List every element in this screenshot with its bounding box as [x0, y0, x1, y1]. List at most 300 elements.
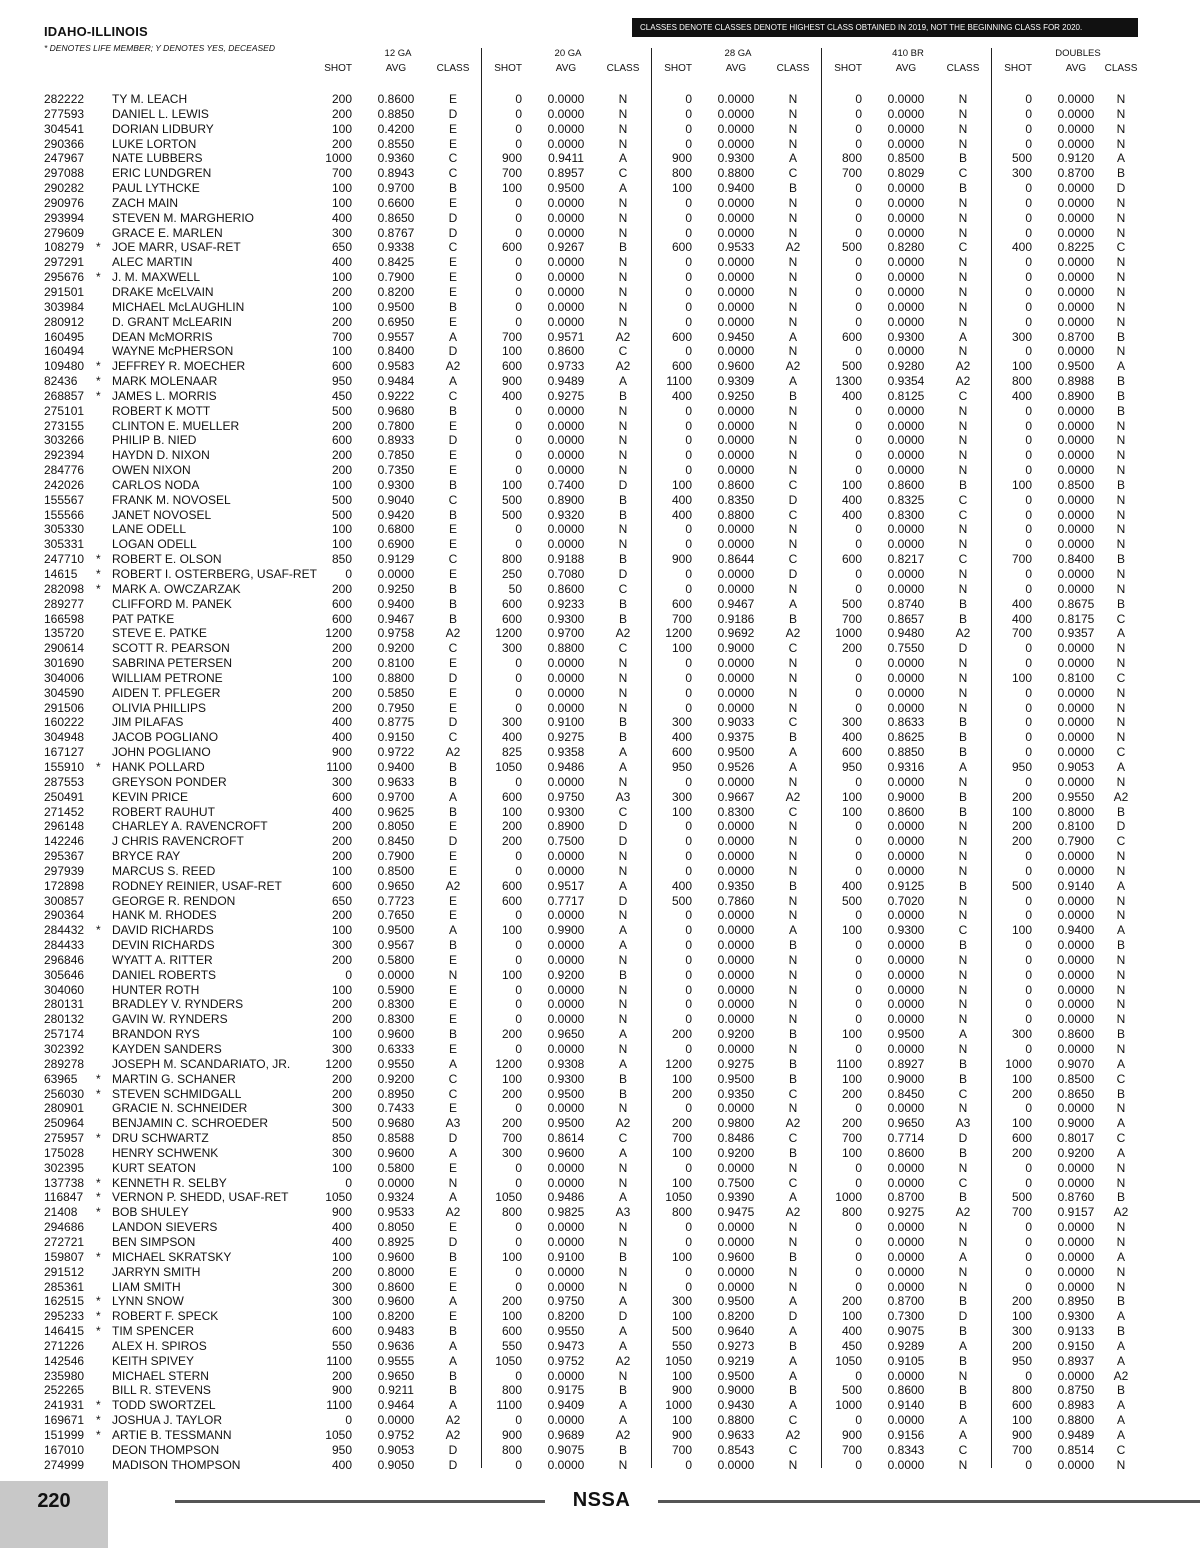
class-28ga: D: [788, 567, 798, 581]
class-20ga: A: [618, 1027, 627, 1042]
avg-doubles: 0.0000: [1057, 463, 1095, 478]
shot-28ga: 1050: [665, 1353, 692, 1368]
shot-410br: 0: [855, 700, 862, 715]
class-doubles: N: [1116, 314, 1126, 329]
shot-410br: 0: [855, 1160, 862, 1175]
avg-doubles: 0.0000: [1057, 1279, 1095, 1294]
shot-12ga: 200: [331, 1012, 352, 1027]
class-12ga: D: [448, 106, 458, 121]
shot-12ga: 200: [331, 834, 352, 849]
shot-28ga: 400: [671, 507, 692, 522]
avg-20ga: 0.0000: [547, 908, 585, 923]
shot-410br: 100: [841, 1071, 862, 1086]
avg-410br: 0.8217: [887, 552, 925, 567]
shot-doubles: 0: [1025, 1160, 1032, 1175]
shot-410br: 1300: [835, 374, 862, 389]
class-20ga: N: [618, 522, 628, 537]
avg-20ga: 0.0000: [547, 685, 585, 700]
class-12ga: B: [448, 1368, 457, 1383]
class-28ga: N: [788, 448, 798, 463]
shot-20ga: 0: [515, 195, 522, 210]
avg-12ga: 0.5850: [377, 685, 415, 700]
class-20ga: N: [618, 1220, 628, 1235]
class-410br: N: [958, 997, 968, 1012]
shot-doubles: 0: [1025, 908, 1032, 923]
table-row: [44, 1354, 1140, 1369]
shot-20ga: 0: [515, 1042, 522, 1056]
table-row: [44, 1190, 1140, 1205]
class-410br: B: [958, 1383, 967, 1398]
member-name: ROBERT I. OSTERBERG, USAF-RET: [112, 567, 317, 581]
avg-20ga: 0.9550: [547, 1324, 585, 1339]
shot-410br: 0: [855, 863, 862, 878]
member-id: 137738: [44, 1175, 85, 1190]
shot-28ga: 0: [685, 567, 692, 581]
member-name: ERIC LUNDGREN: [112, 166, 212, 181]
avg-410br: 0.0000: [887, 1175, 925, 1190]
avg-28ga: 0.9600: [717, 359, 755, 374]
shot-28ga: 0: [685, 418, 692, 433]
avg-doubles: 0.0000: [1057, 270, 1095, 285]
shot-20ga: 0: [515, 685, 522, 700]
shot-12ga: 200: [331, 418, 352, 433]
shot-410br: 700: [841, 1442, 862, 1457]
avg-410br: 0.0000: [887, 982, 925, 997]
avg-410br: 0.8625: [887, 730, 925, 745]
avg-12ga: 0.9758: [377, 626, 415, 641]
avg-28ga: 0.0000: [717, 908, 755, 923]
shot-doubles: 100: [1011, 1116, 1032, 1131]
shot-20ga: 250: [501, 567, 522, 581]
avg-12ga: 0.7900: [377, 270, 415, 285]
class-doubles: B: [1116, 329, 1125, 344]
avg-410br: 0.8300: [887, 507, 925, 522]
shot-28ga: 0: [685, 938, 692, 953]
class-410br: N: [958, 106, 968, 121]
class-410br: A: [958, 1427, 967, 1442]
member-name: JANET NOVOSEL: [112, 507, 212, 522]
class-28ga: A2: [785, 626, 801, 641]
class-20ga: C: [618, 581, 628, 596]
member-id: 285361: [44, 1279, 85, 1294]
class-12ga: A2: [445, 626, 461, 641]
shot-410br: 100: [841, 789, 862, 804]
shot-12ga: 500: [331, 403, 352, 418]
group-header-doubles: DOUBLES: [1055, 48, 1101, 59]
class-410br: N: [958, 448, 968, 463]
avg-doubles: 0.9500: [1057, 359, 1095, 374]
class-12ga: A2: [445, 1205, 461, 1220]
shot-12ga: 300: [331, 1294, 352, 1309]
shot-410br: 0: [855, 1279, 862, 1294]
avg-28ga: 0.9300: [717, 151, 755, 166]
shot-28ga: 200: [671, 1116, 692, 1131]
avg-410br: 0.0000: [887, 1264, 925, 1279]
class-12ga: B: [448, 1383, 457, 1398]
table-row: [44, 285, 1140, 300]
class-410br: D: [958, 641, 968, 656]
column-header-12ga-shot: SHOT: [324, 63, 352, 74]
member-id: 172898: [44, 878, 85, 893]
avg-28ga: 0.0000: [717, 522, 755, 537]
avg-410br: 0.7550: [887, 641, 925, 656]
avg-doubles: 0.0000: [1057, 730, 1095, 745]
shot-12ga: 600: [331, 433, 352, 448]
shot-20ga: 0: [515, 403, 522, 418]
column-header-28ga-avg: AVG: [725, 63, 747, 74]
member-name: GREYSON PONDER: [112, 774, 227, 789]
class-12ga: C: [448, 730, 458, 745]
class-20ga: A2: [615, 626, 631, 641]
member-id: 291512: [44, 1264, 85, 1279]
avg-28ga: 0.9350: [717, 1086, 755, 1101]
member-name: RODNEY REINIER, USAF-RET: [112, 878, 282, 893]
shot-20ga: 300: [501, 1145, 522, 1160]
table-row: [44, 240, 1140, 255]
avg-20ga: 0.0000: [547, 195, 585, 210]
class-28ga: N: [788, 1457, 798, 1472]
member-name: VERNON P. SHEDD, USAF-RET: [112, 1190, 289, 1205]
class-410br: A2: [955, 374, 971, 389]
avg-20ga: 0.0000: [547, 284, 585, 299]
member-id: 284432: [44, 923, 85, 938]
avg-28ga: 0.9275: [717, 1056, 755, 1071]
shot-12ga: 600: [331, 359, 352, 374]
shot-doubles: 0: [1025, 92, 1032, 106]
life-member-marker: *: [96, 1205, 101, 1220]
shot-doubles: 0: [1025, 982, 1032, 997]
shot-410br: 0: [855, 819, 862, 834]
life-member-marker: *: [96, 1086, 101, 1101]
shot-28ga: 600: [671, 240, 692, 255]
avg-doubles: 0.9150: [1057, 1338, 1095, 1353]
table-row: [44, 894, 1140, 909]
shot-doubles: 950: [1011, 759, 1032, 774]
shot-12ga: 600: [331, 789, 352, 804]
class-12ga: E: [448, 121, 457, 136]
class-410br: C: [958, 388, 968, 403]
avg-410br: 0.8500: [887, 151, 925, 166]
class-doubles: N: [1116, 1264, 1126, 1279]
shot-doubles: 800: [1011, 374, 1032, 389]
class-12ga: E: [448, 849, 457, 864]
class-410br: N: [958, 834, 968, 849]
avg-12ga: 0.7433: [377, 1101, 415, 1116]
avg-doubles: 0.8500: [1057, 477, 1095, 492]
avg-doubles: 0.0000: [1057, 403, 1095, 418]
avg-12ga: 0.6900: [377, 537, 415, 552]
class-20ga: C: [618, 1131, 628, 1146]
shot-20ga: 0: [515, 136, 522, 151]
class-12ga: A: [448, 1145, 457, 1160]
avg-12ga: 0.9550: [377, 1056, 415, 1071]
avg-410br: 0.9275: [887, 1205, 925, 1220]
class-20ga: N: [618, 195, 628, 210]
member-name: JOE MARR, USAF-RET: [112, 240, 241, 255]
shot-12ga: 850: [331, 1131, 352, 1146]
table-row: [44, 92, 1140, 107]
member-id: 175028: [44, 1145, 85, 1160]
class-doubles: N: [1116, 92, 1126, 106]
avg-410br: 0.9300: [887, 329, 925, 344]
avg-doubles: 0.0000: [1057, 136, 1095, 151]
member-id: 296148: [44, 819, 85, 834]
class-20ga: A3: [615, 1205, 631, 1220]
avg-doubles: 0.8100: [1057, 670, 1095, 685]
table-row: [44, 671, 1140, 686]
shot-28ga: 0: [685, 670, 692, 685]
shot-28ga: 0: [685, 700, 692, 715]
class-12ga: A: [448, 374, 457, 389]
avg-doubles: 0.8600: [1057, 1027, 1095, 1042]
class-410br: B: [958, 596, 967, 611]
class-doubles: B: [1116, 1086, 1125, 1101]
class-20ga: B: [618, 611, 627, 626]
class-12ga: D: [448, 834, 458, 849]
class-28ga: A2: [785, 1116, 801, 1131]
class-20ga: N: [618, 1279, 628, 1294]
avg-12ga: 0.8425: [377, 255, 415, 270]
avg-doubles: 0.9140: [1057, 878, 1095, 893]
shot-12ga: 0: [345, 567, 352, 581]
member-id: 304948: [44, 730, 85, 745]
shot-12ga: 650: [331, 893, 352, 908]
table-row: [44, 359, 1140, 374]
table-row: [44, 1012, 1140, 1027]
class-20ga: C: [618, 166, 628, 181]
class-20ga: A2: [615, 1116, 631, 1131]
table-row: [44, 730, 1140, 745]
member-name: BEN SIMPSON: [112, 1234, 196, 1249]
shot-20ga: 1050: [495, 1190, 522, 1205]
avg-doubles: 0.0000: [1057, 1160, 1095, 1175]
table-row: [44, 122, 1140, 137]
shot-410br: 0: [855, 1457, 862, 1472]
class-12ga: C: [448, 1071, 458, 1086]
avg-28ga: 0.0000: [717, 997, 755, 1012]
class-doubles: C: [1116, 1442, 1126, 1457]
member-id: 290614: [44, 641, 85, 656]
class-28ga: N: [788, 284, 798, 299]
class-12ga: E: [448, 522, 457, 537]
shot-28ga: 0: [685, 952, 692, 967]
member-name: SCOTT R. PEARSON: [112, 641, 230, 656]
member-id: 160222: [44, 715, 85, 730]
shot-20ga: 100: [501, 181, 522, 196]
avg-410br: 0.8850: [887, 745, 925, 760]
member-name: LUKE LORTON: [112, 136, 197, 151]
shot-410br: 0: [855, 344, 862, 359]
avg-12ga: 0.9680: [377, 1116, 415, 1131]
shot-12ga: 100: [331, 1160, 352, 1175]
shot-28ga: 0: [685, 225, 692, 240]
class-doubles: A: [1116, 359, 1125, 374]
avg-20ga: 0.9486: [547, 1190, 585, 1205]
avg-410br: 0.0000: [887, 136, 925, 151]
avg-20ga: 0.9473: [547, 1338, 585, 1353]
class-20ga: B: [618, 507, 627, 522]
shot-12ga: 600: [331, 1324, 352, 1339]
shot-doubles: 300: [1011, 329, 1032, 344]
table-row: [44, 790, 1140, 805]
shot-28ga: 500: [671, 893, 692, 908]
shot-20ga: 0: [515, 656, 522, 671]
shot-20ga: 0: [515, 121, 522, 136]
class-20ga: C: [618, 804, 628, 819]
shot-doubles: 200: [1011, 1086, 1032, 1101]
class-doubles: N: [1116, 952, 1126, 967]
avg-12ga: 0.9600: [377, 1294, 415, 1309]
avg-410br: 0.0000: [887, 448, 925, 463]
class-410br: N: [958, 685, 968, 700]
shot-12ga: 100: [331, 1027, 352, 1042]
life-member-marker: *: [96, 1413, 101, 1428]
class-28ga: C: [788, 166, 798, 181]
shot-28ga: 0: [685, 92, 692, 106]
class-12ga: E: [448, 448, 457, 463]
page-number: 220: [37, 1490, 71, 1512]
avg-doubles: 0.0000: [1057, 448, 1095, 463]
shot-doubles: 0: [1025, 1220, 1032, 1235]
member-id: 21408: [44, 1205, 78, 1220]
shot-doubles: 100: [1011, 1071, 1032, 1086]
member-id: 280132: [44, 1012, 85, 1027]
class-doubles: N: [1116, 863, 1126, 878]
avg-12ga: 0.6333: [377, 1042, 415, 1056]
avg-20ga: 0.8900: [547, 492, 585, 507]
class-12ga: A: [448, 1398, 457, 1413]
shot-28ga: 100: [671, 1145, 692, 1160]
avg-12ga: 0.9400: [377, 596, 415, 611]
avg-410br: 0.0000: [887, 908, 925, 923]
shot-410br: 400: [841, 878, 862, 893]
class-doubles: C: [1116, 670, 1126, 685]
table-row: [44, 1250, 1140, 1265]
table-row: [44, 552, 1140, 567]
table-row: [44, 997, 1140, 1012]
avg-doubles: 0.0000: [1057, 344, 1095, 359]
class-28ga: N: [788, 952, 798, 967]
class-20ga: A: [618, 1338, 627, 1353]
shot-410br: 0: [855, 121, 862, 136]
avg-12ga: 0.5900: [377, 982, 415, 997]
avg-20ga: 0.9489: [547, 374, 585, 389]
member-name: LOGAN ODELL: [112, 537, 197, 552]
table-row: [44, 686, 1140, 701]
member-id: 304006: [44, 670, 85, 685]
member-id: 305646: [44, 967, 85, 982]
shot-20ga: 0: [515, 225, 522, 240]
shot-12ga: 100: [331, 982, 352, 997]
avg-12ga: 0.7850: [377, 448, 415, 463]
class-20ga: A2: [615, 359, 631, 374]
class-28ga: C: [788, 552, 798, 567]
class-doubles: B: [1116, 938, 1125, 953]
class-20ga: A: [618, 1294, 627, 1309]
shot-28ga: 0: [685, 774, 692, 789]
avg-20ga: 0.9233: [547, 596, 585, 611]
class-12ga: E: [448, 656, 457, 671]
member-id: 304541: [44, 121, 85, 136]
shot-20ga: 50: [508, 581, 522, 596]
shot-28ga: 0: [685, 522, 692, 537]
shot-28ga: 800: [671, 166, 692, 181]
class-doubles: N: [1116, 210, 1126, 225]
shot-12ga: 200: [331, 581, 352, 596]
shot-12ga: 600: [331, 878, 352, 893]
footer-brand: NSSA: [572, 1489, 631, 1511]
member-name: TODD SWORTZEL: [112, 1398, 216, 1413]
shot-28ga: 900: [671, 1383, 692, 1398]
shot-doubles: 300: [1011, 166, 1032, 181]
avg-410br: 0.0000: [887, 225, 925, 240]
class-12ga: E: [448, 1101, 457, 1116]
member-name: LANDON SIEVERS: [112, 1220, 218, 1235]
avg-20ga: 0.9188: [547, 552, 585, 567]
avg-doubles: 0.0000: [1057, 1264, 1095, 1279]
shot-410br: 0: [855, 92, 862, 106]
avg-12ga: 0.9222: [377, 388, 415, 403]
avg-doubles: 0.8700: [1057, 166, 1095, 181]
member-id: 142546: [44, 1353, 85, 1368]
avg-12ga: 0.8200: [377, 284, 415, 299]
avg-doubles: 0.0000: [1057, 938, 1095, 953]
class-12ga: A2: [445, 1427, 461, 1442]
shot-28ga: 100: [671, 1071, 692, 1086]
avg-20ga: 0.9100: [547, 715, 585, 730]
avg-28ga: 0.0000: [717, 1279, 755, 1294]
member-name: JOHN POGLIANO: [112, 745, 211, 760]
avg-20ga: 0.0000: [547, 1160, 585, 1175]
shot-410br: 700: [841, 611, 862, 626]
class-20ga: B: [618, 1249, 627, 1264]
avg-20ga: 0.0000: [547, 106, 585, 121]
avg-doubles: 0.8650: [1057, 1086, 1095, 1101]
member-id: 247967: [44, 151, 85, 166]
shot-20ga: 300: [501, 715, 522, 730]
avg-12ga: 0.9053: [377, 1442, 415, 1457]
avg-20ga: 0.9075: [547, 1442, 585, 1457]
shot-28ga: 950: [671, 759, 692, 774]
shot-doubles: 400: [1011, 611, 1032, 626]
class-12ga: E: [448, 463, 457, 478]
shot-20ga: 300: [501, 641, 522, 656]
member-name: JEFFREY R. MOECHER: [112, 359, 246, 374]
class-28ga: N: [788, 210, 798, 225]
avg-20ga: 0.9700: [547, 626, 585, 641]
member-id: 257174: [44, 1027, 85, 1042]
avg-20ga: 0.0000: [547, 1368, 585, 1383]
class-28ga: C: [788, 1442, 798, 1457]
class-28ga: A: [788, 759, 797, 774]
avg-20ga: 0.8600: [547, 344, 585, 359]
shot-410br: 0: [855, 448, 862, 463]
class-doubles: N: [1116, 982, 1126, 997]
class-doubles: N: [1116, 195, 1126, 210]
column-header-row: [44, 63, 1140, 78]
class-410br: B: [958, 1071, 967, 1086]
avg-410br: 0.9125: [887, 878, 925, 893]
avg-12ga: 0.8943: [377, 166, 415, 181]
class-doubles: N: [1116, 1279, 1126, 1294]
class-12ga: D: [448, 670, 458, 685]
shot-20ga: 0: [515, 700, 522, 715]
class-doubles: N: [1116, 1457, 1126, 1472]
footer-rule-left: [175, 1500, 545, 1503]
member-id: 301690: [44, 656, 85, 671]
shot-28ga: 0: [685, 819, 692, 834]
table-row: [44, 908, 1140, 923]
